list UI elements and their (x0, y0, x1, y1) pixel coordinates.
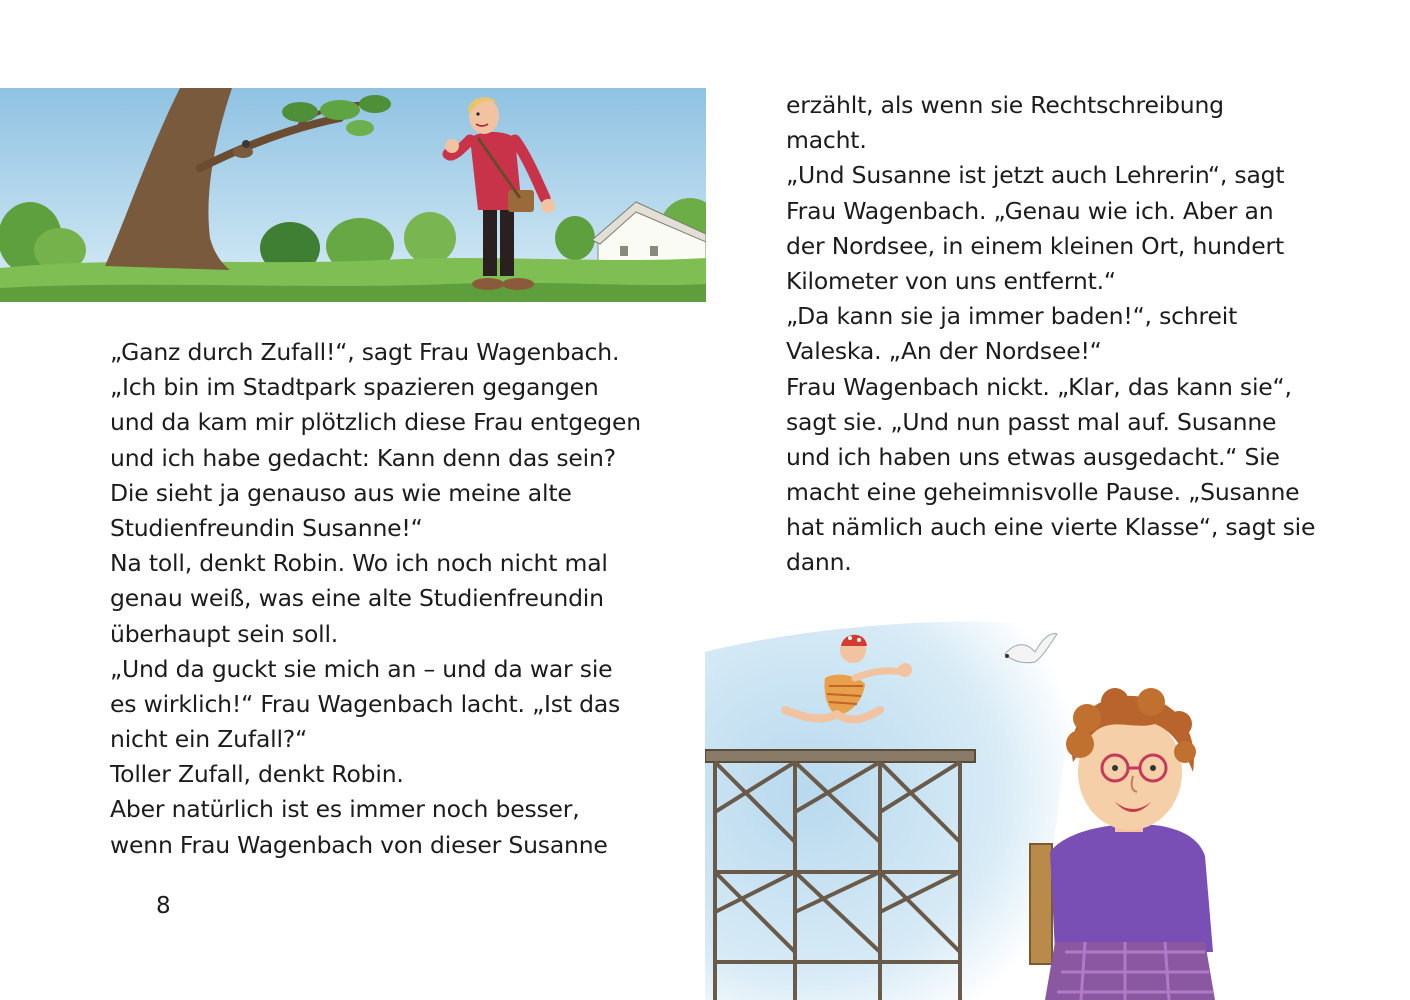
text-line: „Ich bin im Stadtpark spazieren gegangen (110, 373, 599, 402)
text-line: Studienfreundin Susanne!“ (110, 513, 423, 542)
text-line: dann. (786, 548, 852, 577)
text-line: macht eine geheimnisvolle Pause. „Susanne (786, 478, 1300, 507)
text-line: nicht ein Zufall?“ (110, 725, 308, 754)
text-line: macht. (786, 126, 867, 155)
text-line: Kilometer von uns entfernt.“ (786, 266, 1116, 295)
text-line: hat nämlich auch eine vierte Klasse“, sagt sie (786, 513, 1316, 542)
text-line: „Und da guckt sie mich an – und da war sie (110, 654, 613, 683)
page-number: 8 (156, 893, 171, 919)
text-line: der Nordsee, in einem kleinen Ort, hundert (786, 231, 1285, 260)
pool-illustration (705, 612, 1410, 1000)
text-line: überhaupt sein soll. (110, 619, 339, 648)
text-line: Valeska. „An der Nordsee!“ (786, 337, 1102, 366)
text-line: genau weiß, was eine alte Studienfreundin (110, 584, 604, 613)
right-page (705, 0, 1410, 1000)
text-line: „Da kann sie ja immer baden!“, schreit (786, 302, 1238, 331)
text-line: Die sieht ja genauso aus wie meine alte (110, 478, 572, 507)
text-line: „Ganz durch Zufall!“, sagt Frau Wagenbach. (110, 338, 620, 366)
text-line: sagt sie. „Und nun passt mal auf. Susanne (786, 407, 1277, 436)
right-page-text (786, 88, 1315, 581)
text-line: und da kam mir plötzlich diese Frau entgegen (110, 408, 641, 437)
text-line: wenn Frau Wagenbach von dieser Susanne (110, 830, 608, 859)
text-line: Na toll, denkt Robin. Wo ich noch nicht mal (110, 549, 608, 578)
text-line: Frau Wagenbach. „Genau wie ich. Aber an (786, 196, 1274, 225)
text-line: erzählt, als wenn sie Rechtschreibung (786, 91, 1224, 119)
text-line: und ich habe gedacht: Kann denn das sein? (110, 443, 616, 472)
text-line: es wirklich!“ Frau Wagenbach lacht. „Ist das (110, 689, 621, 718)
park-illustration (0, 88, 706, 302)
text-line: und ich haben uns etwas ausgedacht.“ Sie (786, 442, 1280, 471)
text-line: Aber natürlich ist es immer noch besser, (110, 795, 580, 824)
left-page-text (110, 335, 641, 863)
text-line: Toller Zufall, denkt Robin. (110, 760, 404, 789)
text-line: „Und Susanne ist jetzt auch Lehrerin“, sagt (786, 161, 1285, 190)
text-line: Frau Wagenbach nickt. „Klar, das kann sie“, (786, 372, 1292, 401)
